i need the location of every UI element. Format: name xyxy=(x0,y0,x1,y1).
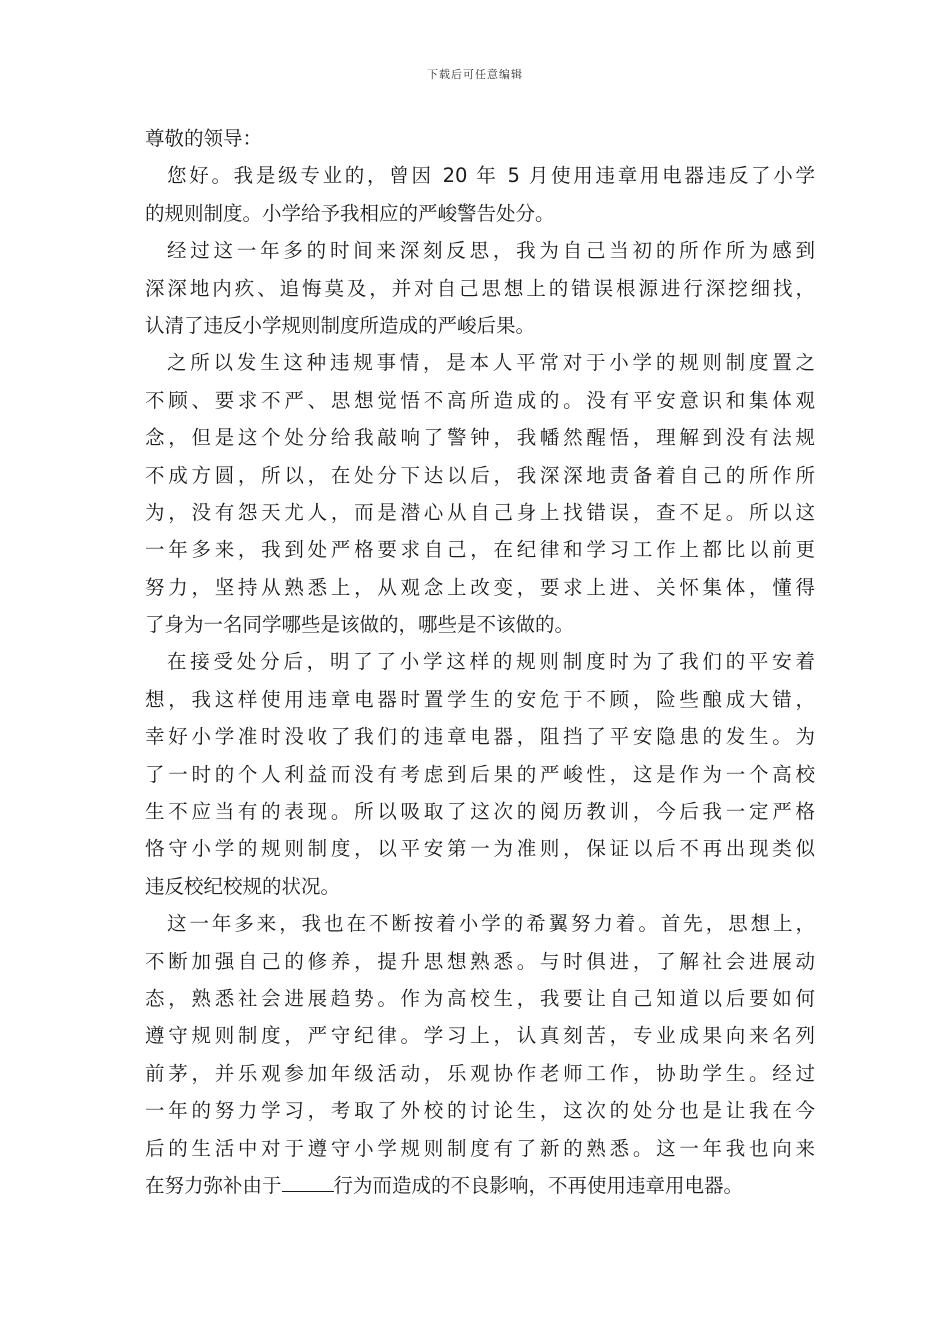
paragraph-4-line: 违反校纪校规的状况。 xyxy=(145,874,341,898)
paragraph-5-line: 后的生活中对于遵守小学规则制度有了新的熟悉。这一年我也向来 xyxy=(145,1136,815,1160)
paragraph-4-line: 了一时的个人利益而没有考虑到后果的严峻性，这是作为一个高校 xyxy=(145,762,815,786)
paragraph-4-line: 幸好小学准时没收了我们的违章电器，阻挡了平安隐患的发生。为 xyxy=(145,725,815,749)
paragraph-5-line: 这一年多来，我也在不断按着小学的希翼努力着。首先，思想上， xyxy=(167,912,815,936)
paragraph-1-line: 的规则制度。小学给予我相应的严峻警告处分。 xyxy=(145,201,555,225)
final-line-end: 行为而造成的不良影响，不再使用违章用电器。 xyxy=(333,1173,744,1197)
paragraph-2-line: 经过这一年多的时间来深刻反思，我为自己当初的所作所为感到 xyxy=(167,239,815,263)
salutation: 尊敬的领导： xyxy=(145,127,263,150)
paragraph-1-line: 您好。我是级专业的，曾因 20 年 5 月使用违章用电器违反了小学 xyxy=(167,164,815,188)
letter-body xyxy=(145,120,815,1204)
paragraph-5-line: 不断加强自己的修养，提升思想熟悉。与时俱进，了解社会进展动 xyxy=(145,949,815,973)
paragraph-5-line: 态，熟悉社会进展趋势。作为高校生，我要让自己知道以后要如何 xyxy=(145,986,815,1010)
paragraph-5-final-line xyxy=(145,1167,815,1204)
paragraph-4-line: 恪守小学的规则制度，以平安第一为准则，保证以后不再出现类似 xyxy=(145,837,815,861)
final-line-start: 在努力弥补由于 xyxy=(145,1173,282,1197)
paragraph-3-line: 一年多来，我到处严格要求自己，在纪律和学习工作上都比以前更 xyxy=(145,538,815,562)
fill-in-blank xyxy=(282,1177,334,1192)
paragraph-3-line: 念，但是这个处分给我敲响了警钟，我幡然醒悟，理解到没有法规 xyxy=(145,426,815,450)
paragraph-5-line: 前茅，并乐观参加年级活动，乐观协作老师工作，协助学生。经过 xyxy=(145,1061,815,1085)
paragraph-4-line: 生不应当有的表现。所以吸取了这次的阅历教训，今后我一定严格 xyxy=(145,800,815,824)
paragraph-3-line: 之所以发生这种违规事情，是本人平常对于小学的规则制度置之 xyxy=(167,351,815,375)
paragraph-3-line: 为，没有怨天尤人，而是潜心从自己身上找错误，查不足。所以这 xyxy=(145,500,815,524)
paragraph-4-line: 在接受处分后，明了了小学这样的规则制度时为了我们的平安着 xyxy=(167,650,815,674)
paragraph-5-line: 一年的努力学习，考取了外校的讨论生，这次的处分也是让我在今 xyxy=(145,1099,815,1123)
header-note: 下载后可任意编辑 xyxy=(427,68,523,81)
paragraph-3-line: 不顾、要求不严、思想觉悟不高所造成的。没有平安意识和集体观 xyxy=(145,388,815,412)
paragraph-5-line: 遵守规则制度，严守纪律。学习上，认真刻苦，专业成果向来名列 xyxy=(145,1024,815,1048)
paragraph-2-line: 认清了违反小学规则制度所造成的严峻后果。 xyxy=(145,313,536,337)
paragraph-4-line: 想，我这样使用违章电器时置学生的安危于不顾，险些酿成大错， xyxy=(145,687,815,711)
paragraph-3-line: 了身为一名同学哪些是该做的，哪些是不该做的。 xyxy=(145,613,575,637)
paragraph-3-line: 努力，坚持从熟悉上，从观念上改变，要求上进、关怀集体，懂得 xyxy=(145,575,815,599)
paragraph-2-line: 深深地内疚、追悔莫及，并对自己思想上的错误根源进行深挖细找， xyxy=(145,276,815,300)
paragraph-3-line: 不成方圆，所以，在处分下达以后，我深深地责备着自己的所作所 xyxy=(145,463,815,487)
